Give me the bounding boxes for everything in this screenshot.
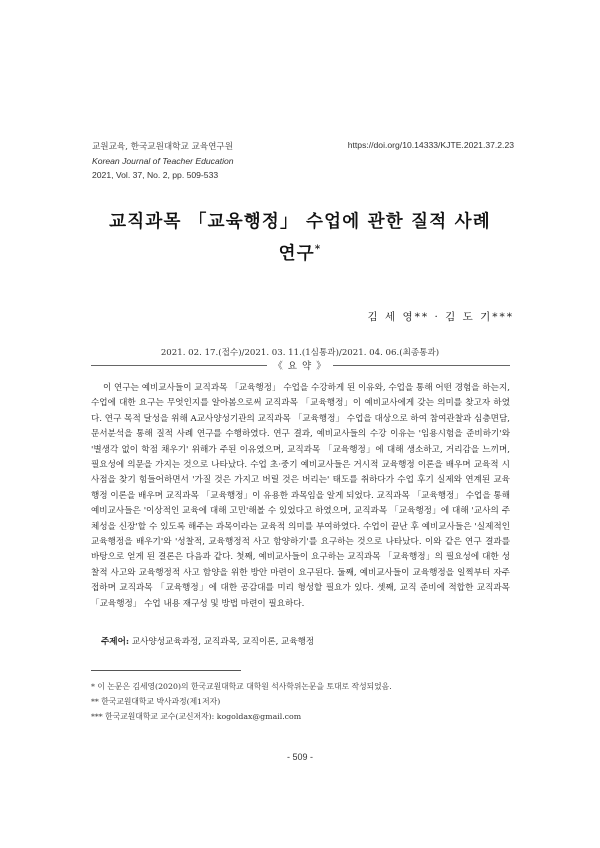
doi-link[interactable]: https://doi.org/10.14333/KJTE.2021.37.2.23	[347, 140, 514, 150]
paper-title	[60, 208, 540, 268]
abstract-heading-wrap	[0, 358, 600, 372]
title-footnote-mark: *	[314, 244, 322, 255]
submission-dates: 2021. 02. 17.(접수)/2021. 03. 11.(1심통과)/2021. 04. 06.(최종통과)	[160, 348, 440, 358]
title-line-1: 교직과목 「교육행정」 수업에 관한 질적 사례	[109, 212, 491, 232]
abstract-heading: 《 요 약 》	[267, 361, 332, 372]
keywords-label: 주제어:	[101, 637, 130, 647]
footnote-2: ** 한국교원대학교 박사과정(제1저자)	[91, 697, 221, 706]
footnotes	[91, 679, 392, 724]
title-line-2-text: 연구	[278, 243, 315, 264]
abstract-text: 이 연구는 예비교사들이 교직과목 「교육행정」 수업을 수강하게 된 이유와, 수업을 통해 어떤 경험을 하는지, 수업에 대한 요구는 무엇인지를 알아봄으로써 교직과목 「교육행정」이 예비교사에게 갖는 의미를 찾고자 하였다. 연구 목적 달성을 위해 A교사양성기관의 교직과목 「교육행정」 수업을 대상으로 하여 참여관찰과 심층면담, 문서분석을 통해 질적 사례 연구를 수행하였다. 연구 결과, 예비교사들의 수강 이유는 '임용시험을 준비하기'와 '별생각 없이 학점 채우기' 위해가 주된 이유였으며, 교직과목 「교육행정」에 대해 생소하고, 거리감을 느끼며, 필요성에 의문을 가지는 것으로 나타났다. 수업 초·중기 예비교사들은 거시적 교육행정 이론을 배우며 교육적 시사점을 찾기 힘들어하면서 '가질 것은 가지고 버릴 것은 버리는' 태도를 취하다가 수업 후기 실제와 연계된 교육행정 이론을 배우며 교직과목 「교육행정」이 유용한 과목임을 알게 되었다. 교직과목 「교육행정」 수업을 통해 예비교사들은 '이상적인 교육에 대해 고민'해볼 수 있었다고 하였으며, 교직과목 「교육행정」에 대해 '교사의 주체성을 신장'할 수 있도록 해주는 과목이라는 교육적 의미를 부여하였다. 수업이 끝난 후 예비교사들은 '실제적인 교육행정을 배우기'와 '성찰적, 교육행정적 사고 함양하기'를 요구하는 것으로 나타났다. 이와 같은 연구 결과를 바탕으로 얻게 된 결론은 다음과 같다. 첫째, 예비교사들이 요구하는 교직과목 「교육행정」의 필요성에 대한 성찰적 사고와 교육행정적 사고 함양을 위한 방안 마련이 요구된다. 둘째, 예비교사들이 교육행정을 일찍부터 자주 접하며 교직과목 「교육행정」에 대한 공감대를 미리 형성할 필요가 있다. 셋째, 교직 준비에 적합한 교직과목 「교육행정」 수업 내용 재구성 및 방법 마련이 필요하다.	[91, 383, 510, 609]
footnote-1: * 이 논문은 김세영(2020)의 한국교원대학교 대학원 석사학위논문을 토대로 작성되었음.	[91, 682, 392, 691]
journal-info	[92, 140, 234, 182]
journal-korean-name: 교원교육, 한국교원대학교 교육연구원	[92, 142, 234, 152]
keywords-text: 교사양성교육과정, 교직과목, 교직이론, 교육행정	[131, 637, 315, 647]
journal-english-name: Korean Journal of Teacher Education	[92, 156, 234, 166]
volume-info: 2021, Vol. 37, No. 2, pp. 509-533	[92, 170, 219, 180]
title-line-2	[60, 236, 540, 268]
footnote-3: *** 한국교원대학교 교수(교신저자): kogoldax@gmail.com	[91, 712, 302, 721]
footnote-divider	[91, 670, 241, 671]
authors: 김 세 영** · 김 도 기***	[367, 311, 514, 323]
page-number: - 509 -	[286, 752, 313, 762]
keywords	[101, 635, 314, 647]
